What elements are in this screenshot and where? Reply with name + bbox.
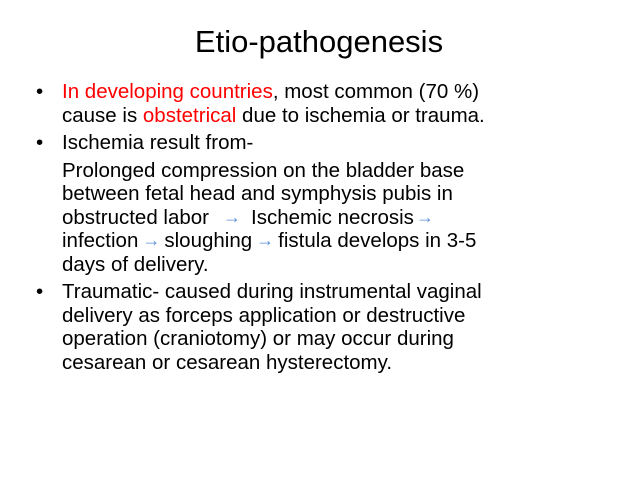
sub-line5: days of delivery. <box>62 252 209 276</box>
bullet-dot: • <box>36 131 44 154</box>
bullet3-line2: delivery as forceps application or destructive <box>62 303 466 327</box>
text-ischemic-necrosis: Ischemic necrosis <box>251 205 414 229</box>
slide-title: Etio-pathogenesis <box>194 24 444 59</box>
right-arrow-icon: → <box>142 230 161 250</box>
right-arrow-icon: → <box>256 230 275 250</box>
highlight-obstetrical: obstetrical <box>142 103 237 127</box>
bullet2-text: Ischemia result from- <box>62 131 254 154</box>
bullet1-line2 <box>62 104 616 128</box>
bullet-dot: • <box>36 280 44 303</box>
highlight-developing-countries: In developing countries <box>62 80 273 103</box>
bullet1-line1 <box>62 80 616 104</box>
bullet3-line1: Traumatic- caused during instrumental vaginal <box>62 280 482 303</box>
right-arrow-icon: → <box>415 206 434 227</box>
bullet1-text-a: , most common (70 %) <box>272 80 480 103</box>
bullet-ischemia <box>36 131 616 155</box>
bullet3-line4: cesarean or cesarean hysterectomy. <box>62 350 393 374</box>
bullet-developing-countries <box>36 80 616 127</box>
text-infection: infection <box>62 229 139 252</box>
bullet1-text-c: due to ischemia or trauma. <box>236 103 485 127</box>
text-obstructed-labor: obstructed labor <box>62 205 210 229</box>
sub-line4 <box>62 229 616 253</box>
slide-content <box>36 80 616 374</box>
ischemia-detail <box>36 159 616 277</box>
sub-line3 <box>62 206 616 230</box>
sub-line1: Prolonged compression on the bladder base <box>62 158 465 182</box>
text-sloughing: sloughing <box>164 229 253 252</box>
sub-line2: between fetal head and symphysis pubis in <box>62 182 453 205</box>
bullet-traumatic <box>36 280 616 374</box>
text-fistula-develops: fistula develops in 3-5 <box>278 229 477 252</box>
right-arrow-icon: → <box>223 206 242 227</box>
bullet-dot: • <box>36 80 44 103</box>
bullet3-line3: operation (craniotomy) or may occur during <box>62 327 454 350</box>
bullet1-text-b: cause is <box>62 103 143 127</box>
